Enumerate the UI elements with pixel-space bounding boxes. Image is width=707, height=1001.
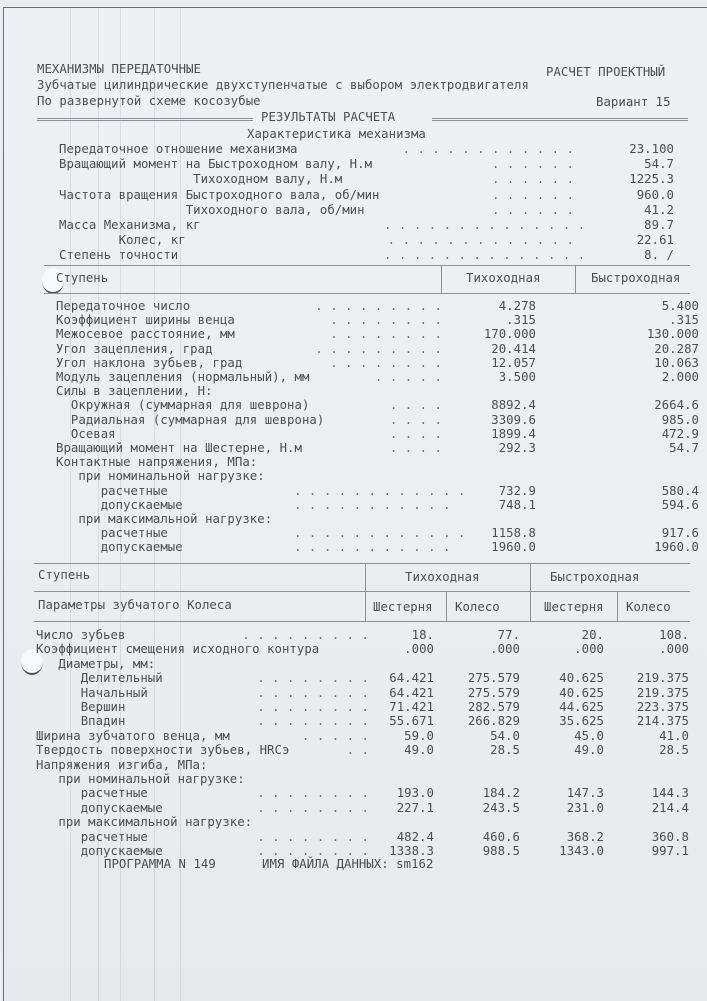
gear-table-header-params: Параметры зубчатого Колеса <box>38 598 232 612</box>
mechanism-row-label: Степень точности <box>59 248 179 263</box>
gear-row-label: Начальный <box>36 685 148 700</box>
stage-row-label: допускаемые <box>56 540 183 555</box>
gear-wheel-fast-value: 360.8 <box>651 829 689 844</box>
dot-leader: . . . . . <box>301 728 369 743</box>
gear-wheel-fast-value: 28.5 <box>659 743 689 758</box>
dot-leader: . . . . . . . . <box>330 327 442 342</box>
stage-table-header-stage: Ступень <box>56 271 109 285</box>
stage-table-header-slow: Тихоходная <box>466 271 541 285</box>
dot-leader: . . . . . . . . . . . . . . <box>384 218 586 232</box>
gear-table-sub-wheel-slow: Колесо <box>455 600 500 614</box>
gear-pinion-slow-value: 64.421 <box>389 685 434 700</box>
dot-leader: . . . . . . . . <box>257 800 369 815</box>
table1-col-divider <box>575 265 576 293</box>
program-number: ПРОГРАММА N 149 <box>104 857 216 871</box>
table2-col-divider <box>617 591 618 621</box>
gear-pinion-fast-value: 368.2 <box>566 829 604 844</box>
gear-pinion-fast-value: 44.625 <box>559 700 604 714</box>
gear-pinion-slow-value: .000 <box>404 642 434 657</box>
gear-wheel-slow-value: 275.579 <box>467 671 520 686</box>
table1-col-divider <box>441 265 442 293</box>
gear-row-label: Напряжения изгиба, МПа: <box>36 757 208 772</box>
dot-leader: . . . . . . . . <box>257 671 369 686</box>
gear-row-label: при номинальной нагрузке: <box>36 772 245 786</box>
stage-row-slow-value: 3309.6 <box>491 412 536 427</box>
stage-row-label: Осевая <box>56 426 116 441</box>
dot-leader: . . . . . <box>374 370 442 384</box>
mechanism-row-label: Вращающий момент на Быстроходном валу, Н.м <box>59 157 373 172</box>
gear-wheel-slow-value: 988.5 <box>482 844 520 858</box>
mechanism-row-value: 23.100 <box>629 142 674 156</box>
gear-row-label: Твердость поверхности зубьев, HRCэ <box>36 743 290 758</box>
results-title: РЕЗУЛЬТАТЫ РАСЧЕТА <box>261 110 396 124</box>
dot-leader: . . . . <box>389 412 442 427</box>
gear-row-label: Коэффициент смещения исходного контура <box>36 642 320 657</box>
gear-table-sub-pinion-fast: Шестерня <box>544 600 604 614</box>
table2-header-mid <box>34 591 690 592</box>
stage-row-fast-value: 130.000 <box>646 327 699 342</box>
dot-leader: . . . . <box>389 441 442 455</box>
gear-wheel-slow-value: 266.829 <box>467 714 520 729</box>
dot-leader: . . . . . . <box>492 202 574 217</box>
stage-row-slow-value: 170.000 <box>483 327 536 342</box>
dot-leader: . . . . <box>389 398 442 413</box>
gear-wheel-slow-value: 54.0 <box>490 728 520 743</box>
stage-row-label: Угол зацепления, град <box>56 341 213 356</box>
stage-row-slow-value: 3.500 <box>498 370 536 384</box>
stage-row-fast-value: 20.287 <box>654 341 699 356</box>
stage-row-slow-value: 20.414 <box>491 341 536 356</box>
stage-row-fast-value: .315 <box>669 313 699 328</box>
stage-row-label: при номинальной нагрузке: <box>56 469 265 484</box>
gear-row-label: допускаемые <box>36 844 163 858</box>
stage-row-fast-value: 472.9 <box>661 426 699 441</box>
dot-leader: . . . . . . . . <box>257 829 369 844</box>
mechanism-row-value: 41.2 <box>644 202 674 217</box>
stage-row-fast-value: 2.000 <box>661 370 699 384</box>
stage-row-slow-value: 12.057 <box>491 355 536 370</box>
gear-pinion-fast-value: 49.0 <box>574 743 604 758</box>
table2-col-divider <box>446 591 447 621</box>
doc-scheme: По развернутой схеме косозубые <box>37 94 261 108</box>
stage-row-fast-value: 917.6 <box>661 526 699 541</box>
table1-top-border <box>44 265 690 266</box>
gear-wheel-fast-value: 214.4 <box>651 800 689 815</box>
gear-wheel-fast-value: 108. <box>659 628 689 642</box>
dot-leader: . . . . . . . . . . . <box>294 540 451 555</box>
gear-wheel-fast-value: 219.375 <box>636 671 689 686</box>
dot-leader: . . . . . . . . . . . <box>294 497 451 512</box>
gear-pinion-slow-value: 71.421 <box>389 700 434 714</box>
mechanism-row-label: Тихоходном валу, Н.м <box>59 172 343 187</box>
stage-row-label: Коэффициент ширины венца <box>56 313 235 328</box>
gear-pinion-slow-value: 18. <box>411 628 434 642</box>
gear-row-label: Впадин <box>36 714 126 729</box>
table2-col-divider <box>530 563 531 621</box>
dot-leader: . . . . . . <box>492 157 574 172</box>
dot-leader: . . . . . . . . <box>257 700 369 714</box>
stage-row-fast-value: 580.4 <box>661 483 699 498</box>
stage-row-label: расчетные <box>56 526 168 541</box>
gear-row-label: Делительный <box>36 671 163 686</box>
gear-pinion-slow-value: 55.671 <box>389 714 434 729</box>
stage-row-slow-value: 1158.8 <box>491 526 536 541</box>
mechanism-row-label: Тихоходного вала, об/мин <box>59 202 365 217</box>
calc-type: РАСЧЕТ ПРОЕКТНЫЙ <box>546 65 666 79</box>
stage-row-label: Вращающий момент на Шестерне, Н.м <box>56 441 302 455</box>
gear-wheel-slow-value: 28.5 <box>490 743 520 758</box>
dot-leader: . . <box>346 743 369 758</box>
gear-wheel-slow-value: 77. <box>497 628 520 642</box>
stage-row-label: при максимальной нагрузке: <box>56 512 273 526</box>
results-rule-right <box>432 118 688 121</box>
stage-row-label: Контактные напряжения, МПа: <box>56 455 258 470</box>
stage-row-fast-value: 985.0 <box>661 412 699 427</box>
mechanism-row-value: 22.61 <box>636 233 674 248</box>
gear-pinion-fast-value: 231.0 <box>566 800 604 815</box>
data-file-name: ИМЯ ФАЙЛА ДАННЫХ: sm162 <box>262 857 434 871</box>
stage-row-label: расчетные <box>56 483 168 498</box>
gear-pinion-fast-value: 147.3 <box>566 786 604 801</box>
gear-pinion-fast-value: 20. <box>581 628 604 642</box>
gear-pinion-slow-value: 1338.3 <box>389 844 434 858</box>
gear-wheel-fast-value: 214.375 <box>636 714 689 729</box>
dot-leader: . . . . . . . . . <box>315 341 442 356</box>
gear-row-label: расчетные <box>36 786 148 801</box>
mechanism-row-value: 1225.3 <box>629 172 674 187</box>
dot-leader: . . . . . . . . . . . . <box>294 483 466 498</box>
table2-col-divider <box>365 563 366 621</box>
gear-table-sub-pinion-slow: Шестерня <box>373 600 433 614</box>
mechanism-row-value: 54.7 <box>644 157 674 172</box>
gear-wheel-slow-value: 282.579 <box>467 700 520 714</box>
gear-pinion-fast-value: 45.0 <box>574 728 604 743</box>
gear-wheel-slow-value: 275.579 <box>467 685 520 700</box>
gear-pinion-slow-value: 59.0 <box>404 728 434 743</box>
stage-row-slow-value: 1960.0 <box>491 540 536 555</box>
results-rule-left <box>37 118 253 121</box>
dot-leader: . . . . . . . . . . . . <box>402 142 574 156</box>
stage-row-slow-value: 4.278 <box>498 299 536 313</box>
dot-leader: . . . . . . . . <box>257 685 369 700</box>
dot-leader: . . . . . . . . <box>257 844 369 858</box>
mechanism-row-label: Передаточное отношение механизма <box>59 142 298 156</box>
mechanism-row-label: Частота вращения Быстроходного вала, об/мин <box>59 187 380 202</box>
stage-row-label: Угол наклона зубьев, град <box>56 355 243 370</box>
stage-row-fast-value: 10.063 <box>654 355 699 370</box>
gear-row-label: Вершин <box>36 700 126 714</box>
stage-row-slow-value: 8892.4 <box>491 398 536 413</box>
stage-row-label: Радиальная (суммарная для шеврона) <box>56 412 325 427</box>
dot-leader: . . . . . . . . . . . . . <box>387 233 574 248</box>
gear-wheel-fast-value: 41.0 <box>659 728 689 743</box>
gear-pinion-slow-value: 49.0 <box>404 743 434 758</box>
gear-wheel-fast-value: 219.375 <box>636 685 689 700</box>
stage-row-label: Модуль зацепления (нормальный), мм <box>56 370 310 384</box>
gear-row-label: Число зубьев <box>36 628 126 642</box>
stage-row-label: Силы в зацеплении, Н: <box>56 384 213 399</box>
gear-table-header-stage: Ступень <box>38 568 91 582</box>
dot-leader: . . . . . . . . . <box>242 628 369 642</box>
gear-row-label: расчетные <box>36 829 148 844</box>
gear-wheel-fast-value: 144.3 <box>651 786 689 801</box>
dot-leader: . . . . . . . . <box>257 786 369 801</box>
dot-leader: . . . . . . . . <box>257 714 369 729</box>
dot-leader: . . . . <box>389 426 442 441</box>
gear-wheel-slow-value: 243.5 <box>482 800 520 815</box>
doc-subtitle: Зубчатые цилиндрические двухступенчатые с выбором электродвигателя <box>37 78 529 92</box>
mechanism-row-value: 960.0 <box>636 187 674 202</box>
table1-header-bottom <box>44 293 690 294</box>
stage-row-label: Передаточное число <box>56 299 191 313</box>
gear-wheel-slow-value: 184.2 <box>482 786 520 801</box>
mechanism-row-value: 8. / <box>644 248 674 263</box>
stage-row-slow-value: .315 <box>506 313 536 328</box>
dot-leader: . . . . . . . . . . . . . . <box>384 248 586 263</box>
mechanism-row-label: Колес, кг <box>59 233 186 248</box>
gear-wheel-fast-value: 997.1 <box>651 844 689 858</box>
stage-table-header-fast: Быстроходная <box>591 271 681 285</box>
stage-row-slow-value: 732.9 <box>498 483 536 498</box>
dot-leader: . . . . . . <box>492 172 574 187</box>
dot-leader: . . . . . . . . <box>330 355 442 370</box>
gear-pinion-fast-value: 35.625 <box>559 714 604 729</box>
doc-category: МЕХАНИЗМЫ ПЕРЕДАТОЧНЫЕ <box>37 62 201 76</box>
gear-row-label: Ширина зубчатого венца, мм <box>36 728 230 743</box>
stage-row-slow-value: 748.1 <box>498 497 536 512</box>
gear-pinion-fast-value: 1343.0 <box>559 844 604 858</box>
gear-table-header-fast: Быстроходная <box>550 570 640 584</box>
document-page <box>3 7 707 1001</box>
stage-row-label: Окружная (суммарная для шеврона) <box>56 398 310 413</box>
dot-leader: . . . . . . . . . . . . <box>294 526 466 541</box>
gear-table-header-slow: Тихоходная <box>405 570 480 584</box>
gear-pinion-slow-value: 64.421 <box>389 671 434 686</box>
stage-row-fast-value: 2664.6 <box>654 398 699 413</box>
gear-pinion-slow-value: 227.1 <box>396 800 434 815</box>
gear-wheel-fast-value: .000 <box>659 642 689 657</box>
gear-pinion-fast-value: .000 <box>574 642 604 657</box>
table2-top-border <box>34 563 690 564</box>
mechanism-row-value: 89.7 <box>644 218 674 232</box>
dot-leader: . . . . . . <box>492 187 574 202</box>
gear-pinion-slow-value: 193.0 <box>396 786 434 801</box>
gear-table-sub-wheel-fast: Колесо <box>626 600 671 614</box>
gear-row-label: Диаметры, мм: <box>36 656 156 671</box>
gear-wheel-slow-value: .000 <box>490 642 520 657</box>
stage-row-slow-value: 292.3 <box>498 441 536 455</box>
mechanism-title: Характеристика механизма <box>247 127 426 141</box>
gear-wheel-slow-value: 460.6 <box>482 829 520 844</box>
gear-pinion-slow-value: 482.4 <box>396 829 434 844</box>
stage-row-fast-value: 594.6 <box>661 497 699 512</box>
stage-row-label: допускаемые <box>56 497 183 512</box>
gear-row-label: допускаемые <box>36 800 163 815</box>
stage-row-fast-value: 5.400 <box>661 299 699 313</box>
stage-row-fast-value: 54.7 <box>669 441 699 455</box>
gear-pinion-fast-value: 40.625 <box>559 685 604 700</box>
gear-row-label: при максимальной нагрузке: <box>36 815 253 830</box>
dot-leader: . . . . . . . . . <box>315 299 442 313</box>
dot-leader: . . . . . . . . <box>330 313 442 328</box>
mechanism-row-label: Масса Механизма, кг <box>59 218 201 232</box>
stage-row-fast-value: 1960.0 <box>654 540 699 555</box>
table2-header-bottom <box>34 621 690 622</box>
stage-row-label: Межосевое расстояние, мм <box>56 327 235 342</box>
stage-row-slow-value: 1899.4 <box>491 426 536 441</box>
gear-pinion-fast-value: 40.625 <box>559 671 604 686</box>
gear-wheel-fast-value: 223.375 <box>636 700 689 714</box>
variant-label: Вариант 15 <box>596 95 671 109</box>
